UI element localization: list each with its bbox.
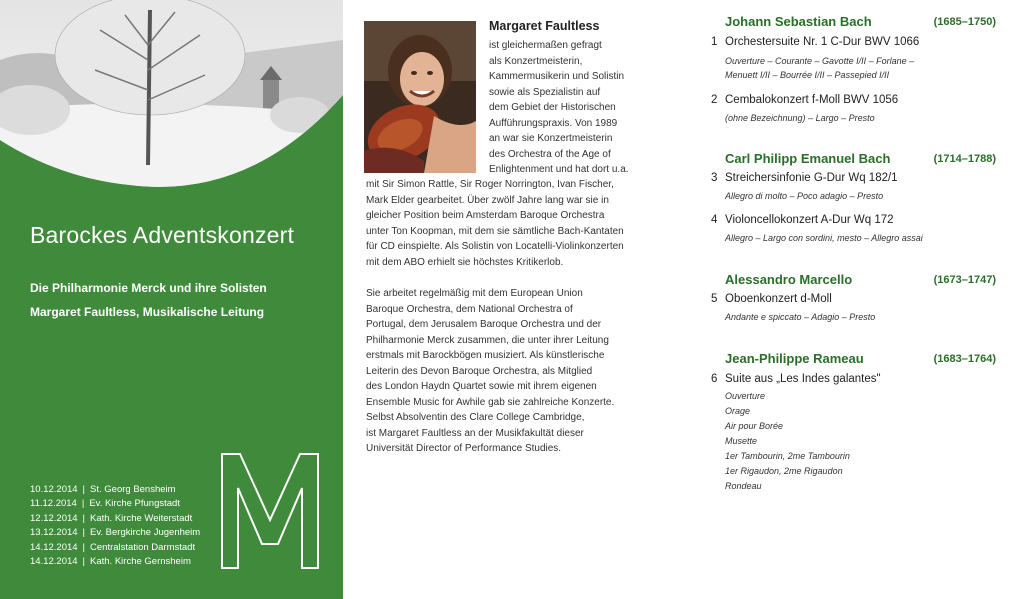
work-movement: Musette bbox=[725, 436, 758, 446]
composer-name: Jean-Philippe Rameau bbox=[725, 351, 864, 366]
work-movements: Allegro di molto – Poco adagio – Presto bbox=[725, 191, 884, 201]
date-row: 13.12.2014 | Ev. Bergkirche Jugenheim bbox=[30, 527, 201, 539]
work-movements: Ouverture – Courante – Gavotte I/II – Forlane – bbox=[725, 56, 915, 66]
date-row: 14.12.2014 | Kath. Kirche Gernsheim bbox=[30, 556, 191, 568]
work-movements: Menuett I/II – Bourrée I/II – Passepied I/II bbox=[725, 70, 890, 80]
composer-name: Alessandro Marcello bbox=[725, 272, 853, 287]
work-movement: 1er Tambourin, 2me Tambourin bbox=[725, 451, 850, 461]
work-movements: (ohne Bezeichnung) – Largo – Presto bbox=[725, 113, 875, 123]
work-movements: Andante e spiccato – Adagio – Presto bbox=[725, 312, 876, 322]
violinist-portrait bbox=[364, 21, 476, 173]
soloist-name: Margaret Faultless bbox=[489, 19, 600, 33]
date-row: 10.12.2014 | St. Georg Bensheim bbox=[30, 484, 176, 495]
composer-name: Johann Sebastian Bach bbox=[725, 14, 872, 29]
work-movement: 1er Rigaudon, 2me Rigaudon bbox=[725, 466, 843, 476]
composer-years: (1685–1750) bbox=[933, 16, 996, 28]
conductor-line: Margaret Faultless, Musikalische Leitung bbox=[30, 305, 265, 319]
performers-line: Die Philharmonie Merck und ihre Solisten bbox=[30, 281, 267, 295]
work-movement: Rondeau bbox=[725, 481, 762, 491]
work-movements: Allegro – Largo con sordini, mesto – Allegro assai bbox=[725, 233, 923, 243]
winter-landscape-image bbox=[0, 0, 343, 190]
program-work: 2 Cembalokonzert f-Moll BWV 1056 bbox=[711, 94, 899, 106]
program-work: 4 Violoncellokonzert A-Dur Wq 172 bbox=[711, 214, 894, 226]
date-row: 12.12.2014 | Kath. Kirche Weiterstadt bbox=[30, 512, 193, 524]
work-movement: Ouverture bbox=[725, 391, 766, 401]
composer-years: (1683–1764) bbox=[933, 353, 996, 365]
bio-paragraph-second: Sie arbeitet regelmäßig mit dem European Union Baroque Orchestra, dem National Orchestra of Portugal, dem Jerusalem Baroque Orchestra und der Philharmonie Merck zusammen, die unter ihrer Leitung erstmals mit Barockbögen musiziert. Als künstlerische Leiterin des Devon Baroque Orchestra, als Mitglied des London Haydn Quartet sowie mit ihrem eigenen Ensemble Music for Awhile gab sie zahlreiche Konzerte. Selbst Absolventin des Clare College Cambridge, ist Margaret Faultless an der Musikfakultät dieser Universität Director of Performance Studies. bbox=[366, 288, 615, 454]
composer-years: (1714–1788) bbox=[933, 153, 996, 165]
cover-panel bbox=[0, 0, 343, 599]
merck-m-logo bbox=[218, 448, 322, 574]
concert-dates-list bbox=[30, 483, 200, 569]
bio-paragraph-continued: mit Sir Simon Rattle, Sir Roger Norrington, Ivan Fischer, Mark Elder gearbeitet. Über zwölf Jahre lang war sie in gleicher Position beim Amsterdam Baroque Orchestra unter Ton Koopman, mit dem sie sämtliche Bach-Kantaten für CD einspielte. Als Solistin von Locatelli-Violinkonzerten mit dem ABO erhielt sie höchstes Kritikerlob. bbox=[366, 179, 624, 268]
composer-years: (1673–1747) bbox=[933, 274, 996, 286]
program-work: 5 Oboenkonzert d-Moll bbox=[711, 293, 832, 305]
concert-title: Barockes Adventskonzert bbox=[30, 222, 295, 248]
program-work: 3 Streichersinfonie G-Dur Wq 182/1 bbox=[711, 172, 898, 184]
work-movement: Air pour Borée bbox=[725, 421, 784, 431]
bio-paragraph-intro: ist gleichermaßen gefragt als Konzertmeisterin, Kammermusikerin und Solistin sowie als Spezialistin auf dem Gebiet der Historischen Aufführungspraxis. Von 1989 an war sie Konzertmeisterin des Orchestra of the Age of Enlightenment und hat dort u.a. bbox=[489, 40, 629, 175]
program-panel bbox=[681, 0, 1024, 599]
program-work: 1 Orchestersuite Nr. 1 C-Dur BWV 1066 bbox=[711, 36, 920, 48]
work-movement: Orage bbox=[725, 406, 751, 416]
date-row: 14.12.2014 | Centralstation Darmstadt bbox=[30, 541, 196, 553]
composer-name: Carl Philipp Emanuel Bach bbox=[725, 151, 891, 166]
date-row: 11.12.2014 | Ev. Kirche Pfungstadt bbox=[30, 498, 180, 510]
biography-panel bbox=[343, 0, 681, 599]
program-work: 6 Suite aus „Les Indes galantes" bbox=[711, 373, 881, 385]
